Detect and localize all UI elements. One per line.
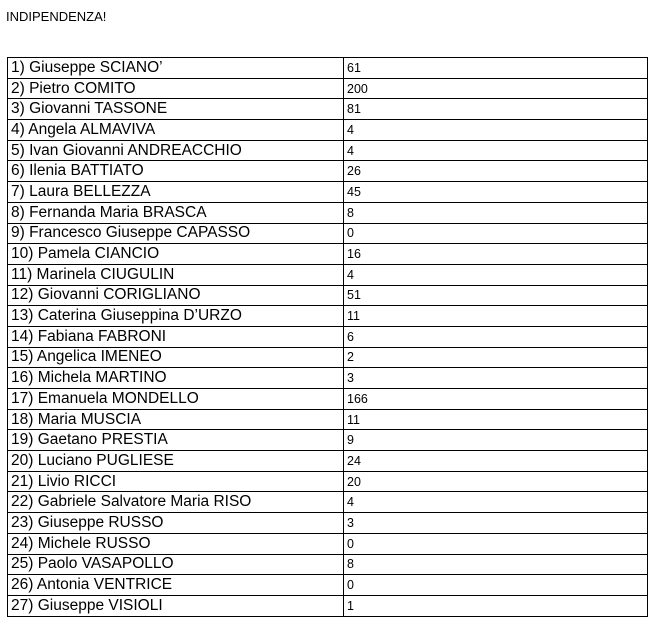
candidate-name-cell: 16) Michela MARTINO	[8, 368, 344, 389]
vote-count-cell: 61	[344, 58, 648, 79]
vote-count-cell: 4	[344, 492, 648, 513]
vote-count-cell: 8	[344, 554, 648, 575]
vote-count-cell: 0	[344, 223, 648, 244]
vote-count-cell: 16	[344, 244, 648, 265]
candidate-name-cell: 25) Paolo VASAPOLLO	[8, 554, 344, 575]
candidate-name-cell: 14) Fabiana FABRONI	[8, 326, 344, 347]
candidate-name-cell: 6) Ilenia BATTIATO	[8, 161, 344, 182]
candidate-name-cell: 8) Fernanda Maria BRASCA	[8, 202, 344, 223]
candidate-name-cell: 24) Michele RUSSO	[8, 533, 344, 554]
vote-count-cell: 4	[344, 264, 648, 285]
candidate-name-cell: 13) Caterina Giuseppina D’URZO	[8, 306, 344, 327]
vote-count-cell: 51	[344, 285, 648, 306]
vote-count-cell: 9	[344, 430, 648, 451]
vote-count-cell: 200	[344, 78, 648, 99]
table-row	[8, 78, 648, 99]
candidate-name-cell: 3) Giovanni TASSONE	[8, 99, 344, 120]
results-table	[7, 57, 648, 617]
vote-count-cell: 3	[344, 513, 648, 534]
vote-count-cell: 3	[344, 368, 648, 389]
table-row	[8, 306, 648, 327]
candidate-name-cell: 19) Gaetano PRESTIA	[8, 430, 344, 451]
candidate-name-cell: 4) Angela ALMAVIVA	[8, 120, 344, 141]
candidate-name-cell: 22) Gabriele Salvatore Maria RISO	[8, 492, 344, 513]
vote-count-cell: 11	[344, 306, 648, 327]
table-row	[8, 492, 648, 513]
vote-count-cell: 20	[344, 471, 648, 492]
vote-count-cell: 6	[344, 326, 648, 347]
candidate-name-cell: 7) Laura BELLEZZA	[8, 182, 344, 203]
table-row	[8, 389, 648, 410]
table-row	[8, 430, 648, 451]
table-row	[8, 471, 648, 492]
table-row	[8, 347, 648, 368]
table-row	[8, 554, 648, 575]
vote-count-cell: 0	[344, 575, 648, 596]
table-row	[8, 223, 648, 244]
vote-count-cell: 24	[344, 451, 648, 472]
vote-count-cell: 2	[344, 347, 648, 368]
table-row	[8, 140, 648, 161]
candidate-name-cell: 9) Francesco Giuseppe CAPASSO	[8, 223, 344, 244]
document-heading: INDIPENDENZA!	[6, 9, 107, 24]
table-row	[8, 595, 648, 616]
table-row	[8, 161, 648, 182]
vote-count-cell: 11	[344, 409, 648, 430]
candidate-name-cell: 27) Giuseppe VISIOLI	[8, 595, 344, 616]
table-row	[8, 264, 648, 285]
candidate-name-cell: 1) Giuseppe SCIANO’	[8, 58, 344, 79]
table-row	[8, 202, 648, 223]
table-row	[8, 368, 648, 389]
candidate-name-cell: 2) Pietro COMITO	[8, 78, 344, 99]
results-table-body	[8, 58, 648, 617]
vote-count-cell: 4	[344, 120, 648, 141]
candidate-name-cell: 5) Ivan Giovanni ANDREACCHIO	[8, 140, 344, 161]
candidate-name-cell: 21) Livio RICCI	[8, 471, 344, 492]
vote-count-cell: 81	[344, 99, 648, 120]
vote-count-cell: 1	[344, 595, 648, 616]
vote-count-cell: 0	[344, 533, 648, 554]
vote-count-cell: 166	[344, 389, 648, 410]
vote-count-cell: 4	[344, 140, 648, 161]
candidate-name-cell: 18) Maria MUSCIA	[8, 409, 344, 430]
candidate-name-cell: 15) Angelica IMENEO	[8, 347, 344, 368]
candidate-name-cell: 17) Emanuela MONDELLO	[8, 389, 344, 410]
candidate-name-cell: 12) Giovanni CORIGLIANO	[8, 285, 344, 306]
vote-count-cell: 45	[344, 182, 648, 203]
candidate-name-cell: 11) Marinela CIUGULIN	[8, 264, 344, 285]
table-row	[8, 533, 648, 554]
table-row	[8, 182, 648, 203]
vote-count-cell: 26	[344, 161, 648, 182]
table-row	[8, 99, 648, 120]
table-row	[8, 120, 648, 141]
candidate-name-cell: 26) Antonia VENTRICE	[8, 575, 344, 596]
table-row	[8, 58, 648, 79]
table-row	[8, 409, 648, 430]
candidate-name-cell: 20) Luciano PUGLIESE	[8, 451, 344, 472]
candidate-name-cell: 10) Pamela CIANCIO	[8, 244, 344, 265]
table-row	[8, 326, 648, 347]
candidate-name-cell: 23) Giuseppe RUSSO	[8, 513, 344, 534]
table-row	[8, 285, 648, 306]
table-row	[8, 244, 648, 265]
table-row	[8, 575, 648, 596]
table-row	[8, 513, 648, 534]
vote-count-cell: 8	[344, 202, 648, 223]
table-row	[8, 451, 648, 472]
